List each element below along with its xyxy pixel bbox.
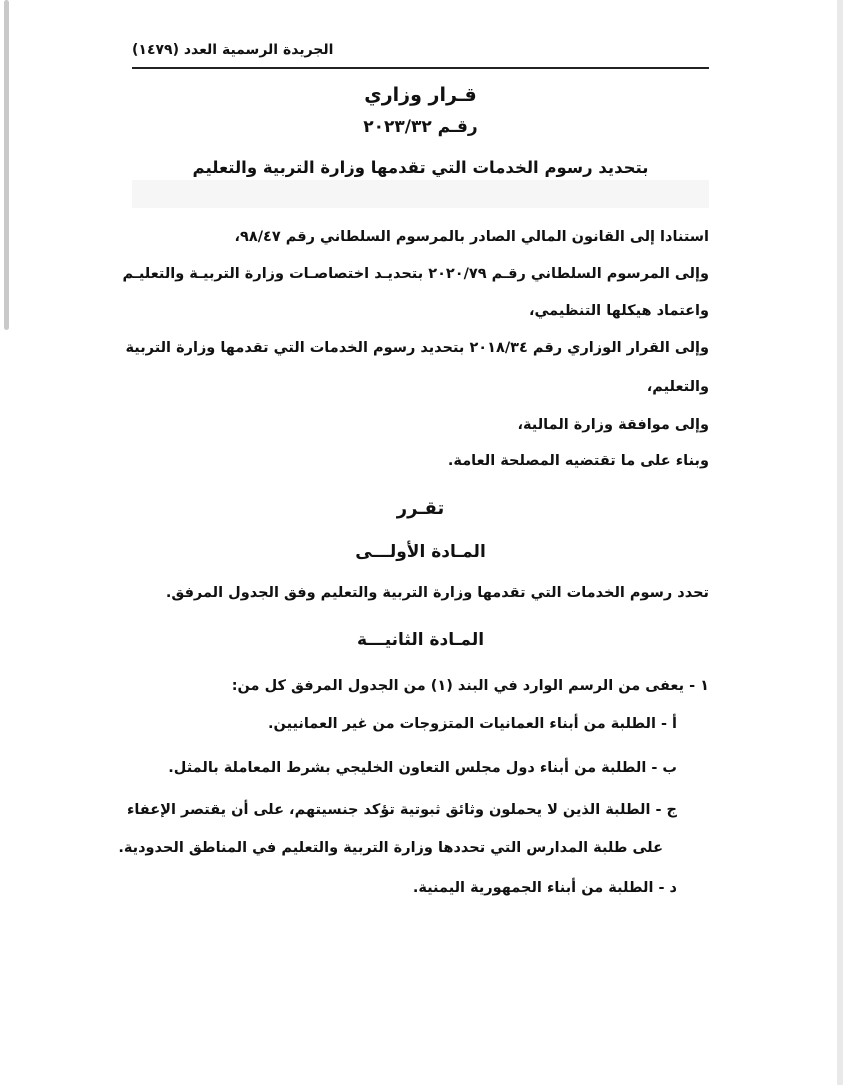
exemption-item-continuation: على طلبة المدارس التي تحددها وزارة التربية والتعليم في المناطق الحدودية. — [118, 840, 663, 856]
preamble-line: استنادا إلى القانون المالي الصادر بالمرسوم السلطاني رقم ٩٨/٤٧، — [234, 229, 709, 245]
subject-highlight — [132, 180, 709, 208]
article-2-heading: المـادة الثانيـــة — [356, 630, 485, 650]
page-edge-shadow — [837, 0, 843, 1085]
preamble-line: وإلى القرار الوزاري رقم ٢٠١٨/٣٤ بتحديد رسوم الخدمات التي تقدمها وزارة التربية — [125, 340, 709, 356]
article-1-text: تحدد رسوم الخدمات التي تقدمها وزارة التربية والتعليم وفق الجدول المرفق. — [165, 585, 709, 601]
decision-number: رقـم ٢٠٢٣/٣٢ — [363, 117, 478, 137]
exemption-item: أ - الطلبة من أبناء العمانيات المتزوجات من غير العمانيين. — [268, 716, 677, 732]
preamble-line: وإلى المرسوم السلطاني رقـم ٢٠٢٠/٧٩ بتحديـد اختصاصـات وزارة التربيـة والتعليـم — [122, 266, 709, 282]
exemption-item: ب - الطلبة من أبناء دول مجلس التعاون الخليجي بشرط المعاملة بالمثل. — [168, 760, 677, 776]
exemption-item: د - الطلبة من أبناء الجمهورية اليمنية. — [412, 880, 677, 896]
decision-title: قـرار وزاري — [364, 84, 477, 106]
preamble-line: واعتماد هيكلها التنظيمي، — [528, 303, 709, 319]
preamble-line: وإلى موافقة وزارة المالية، — [517, 417, 709, 433]
running-head: الجريدة الرسمية العدد (١٤٧٩) — [132, 42, 334, 58]
header-rule — [132, 67, 709, 69]
scrollbar[interactable] — [4, 0, 9, 330]
exemption-item: ج - الطلبة الذين لا يحملون وثائق ثبوتية تؤكد جنسيتهم، على أن يقتصر الإعفاء — [126, 802, 677, 818]
article-1-heading: المـادة الأولـــى — [355, 542, 486, 562]
decides-heading: تقـرر — [396, 498, 445, 519]
preamble-line: وبناء على ما تقتضيه المصلحة العامة. — [447, 453, 709, 469]
decision-subject: بتحديد رسوم الخدمات التي تقدمها وزارة التربية والتعليم — [192, 158, 649, 177]
article-2-intro: ١ - يعفى من الرسم الوارد في البند (١) من الجدول المرفق كل من: — [231, 678, 709, 694]
preamble-line: والتعليم، — [646, 379, 709, 395]
